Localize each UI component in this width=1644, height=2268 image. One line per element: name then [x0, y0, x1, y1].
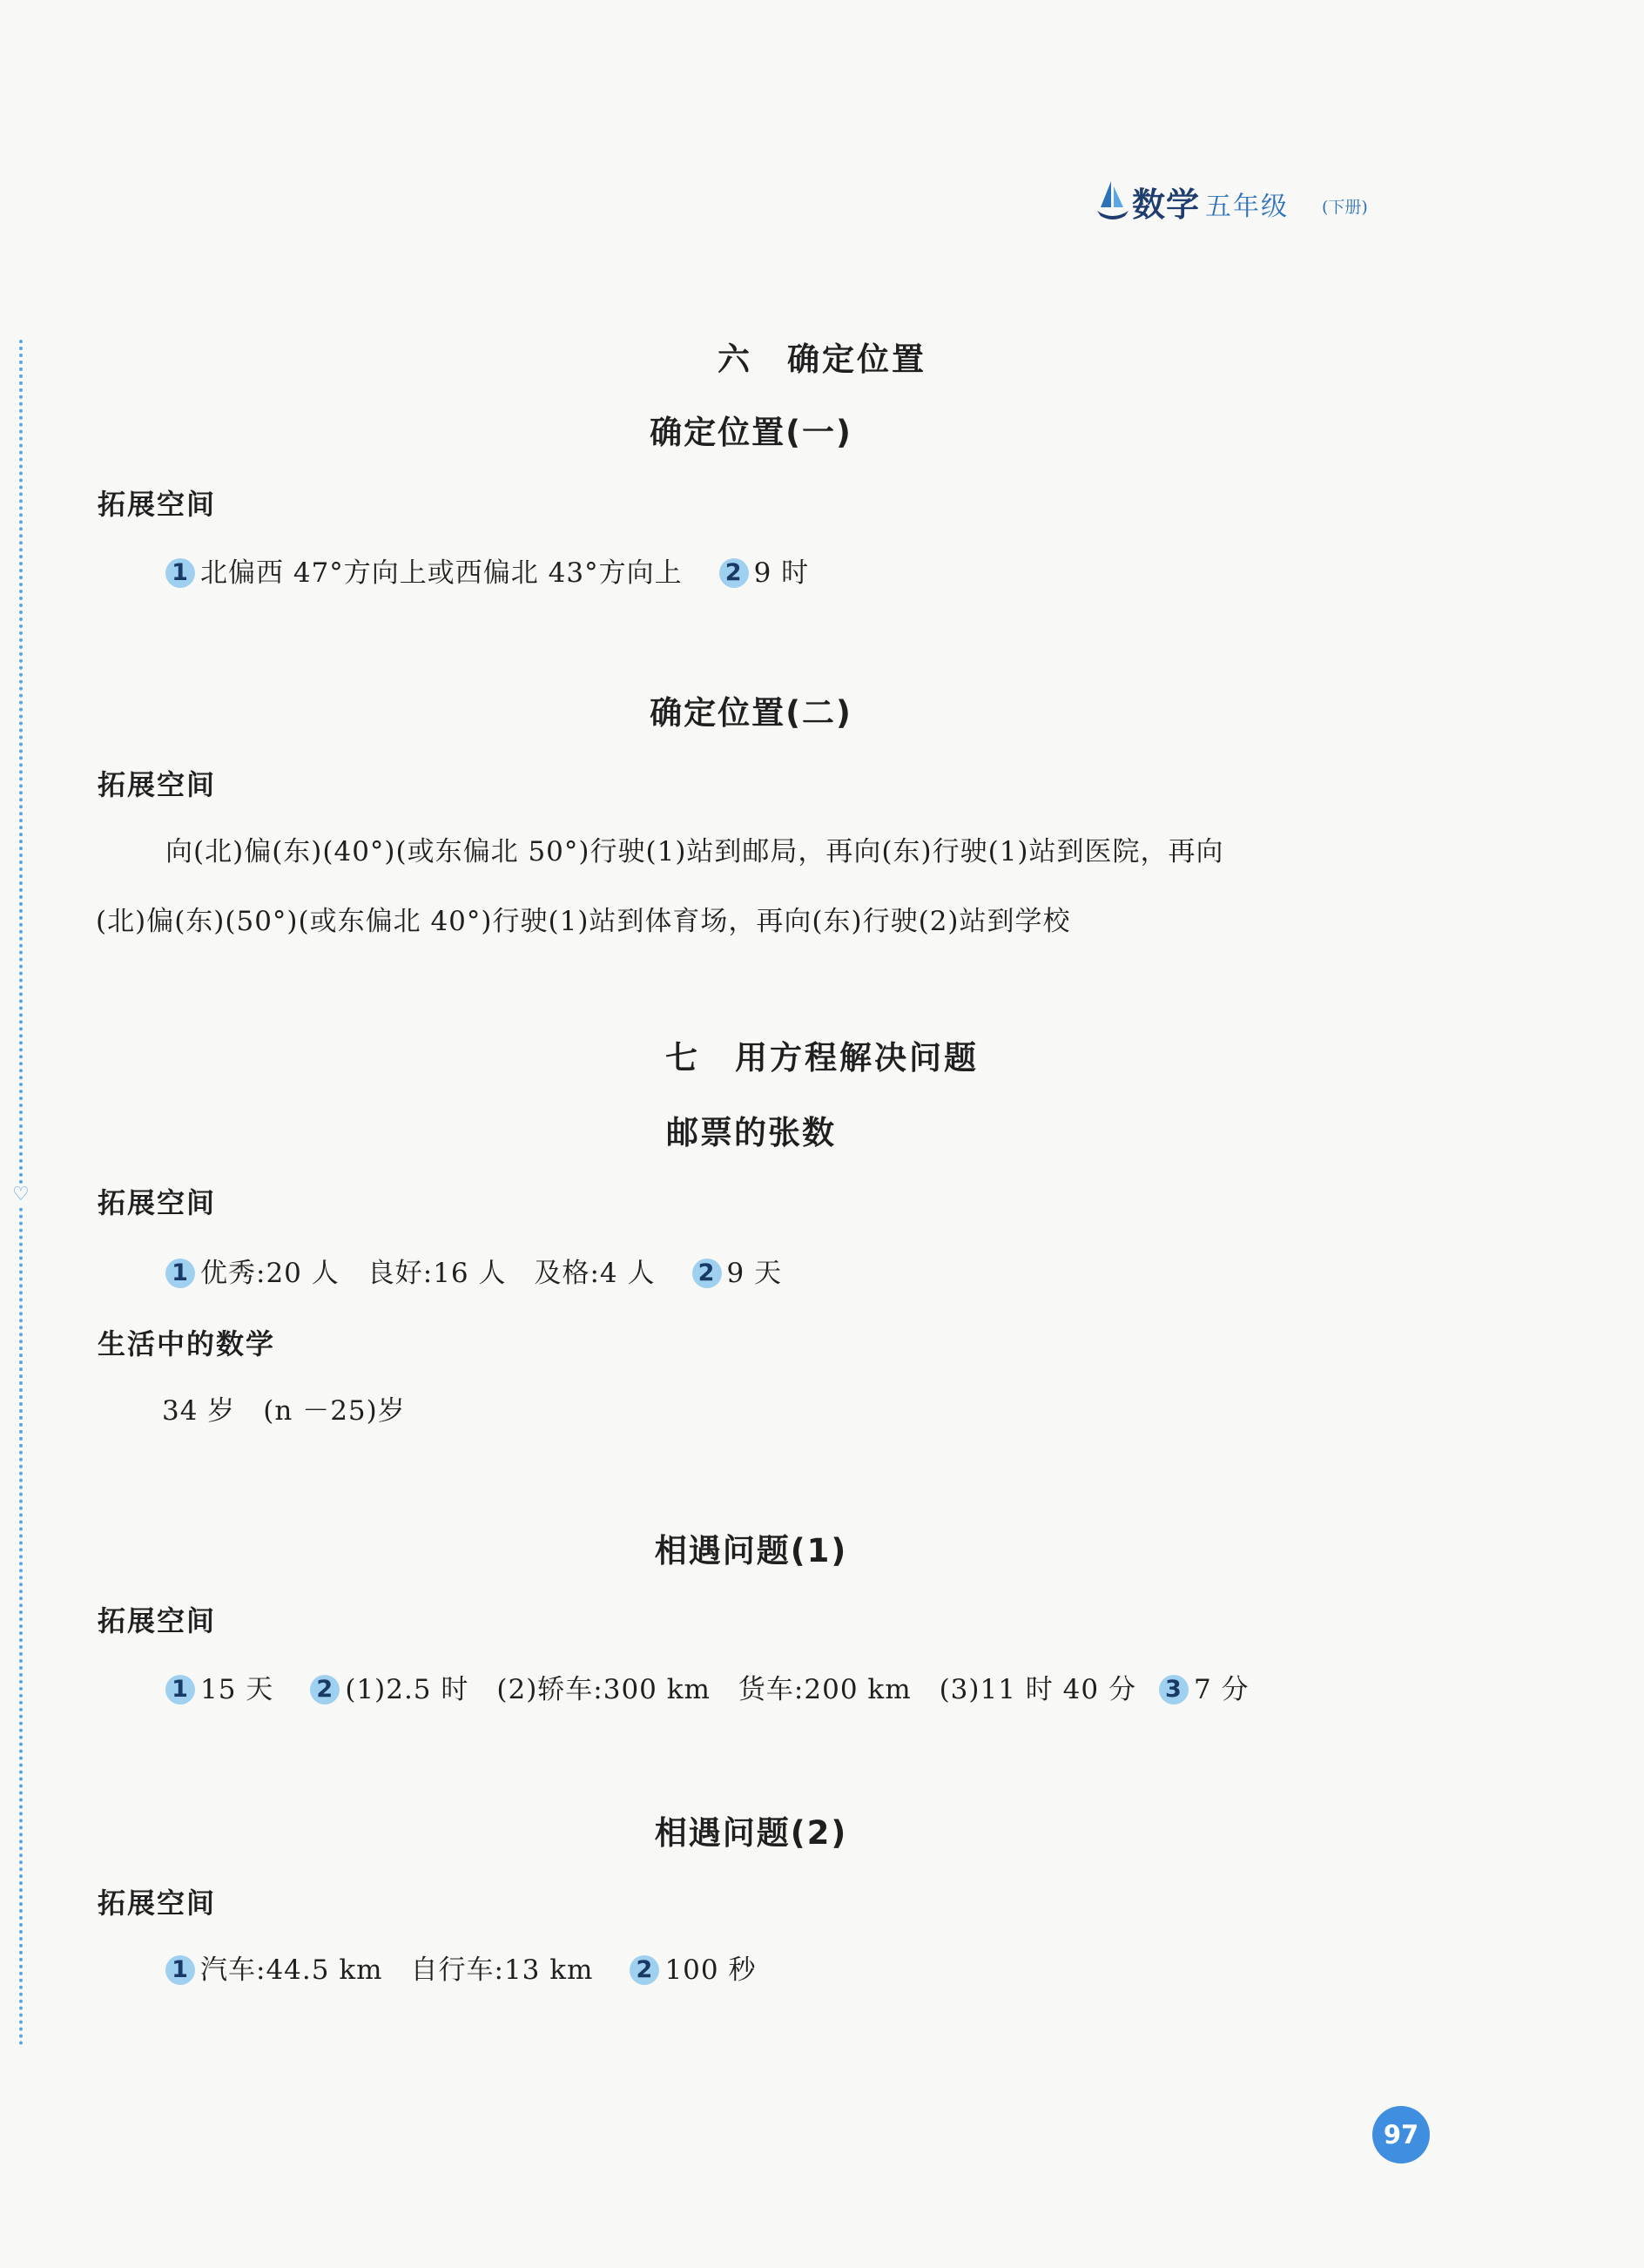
- answer-text: 7 分: [1193, 1674, 1250, 1705]
- answer-number-badge: 3: [1159, 1675, 1189, 1704]
- header-subject: 数学: [1132, 186, 1201, 224]
- answer-number-badge: 1: [165, 1675, 195, 1704]
- answer-text: (1)2.5 时 (2)轿车:300 km 货车:200 km (3)11 时 40 分: [345, 1674, 1136, 1705]
- header-grade: 五年级: [1205, 192, 1289, 222]
- answer-text: 9 时: [753, 557, 810, 589]
- page-number: 97: [1372, 2106, 1430, 2163]
- answer-text: 优秀:20 人 良好:16 人 及格:4 人: [200, 1258, 656, 1289]
- section-title: 相遇问题(1): [654, 1532, 848, 1569]
- sub-heading: 拓展空间: [98, 1186, 217, 1219]
- answer-line: [165, 1667, 1250, 1706]
- answer-number-badge: 2: [630, 1955, 659, 1985]
- answer-number-badge: 2: [692, 1259, 722, 1288]
- header-logo: [1095, 172, 1409, 228]
- chapter-title: 六 确定位置: [718, 341, 926, 378]
- sub-heading: 生活中的数学: [98, 1327, 276, 1360]
- answer-text: 汽车:44.5 km 自行车:13 km: [200, 1954, 594, 1986]
- answer-text: 9 天: [726, 1258, 783, 1289]
- sub-heading: 拓展空间: [98, 768, 217, 801]
- header-volume: (下册): [1322, 198, 1368, 217]
- chapter-title: 七 用方程解决问题: [665, 1039, 979, 1077]
- answer-paragraph-line: (北)偏(东)(50°)(或东偏北 40°)行驶(1)站到体育场，再向(东)行驶(2)站到学校: [96, 906, 1071, 937]
- answer-line: [165, 1251, 782, 1290]
- answer-line: [165, 1947, 756, 1987]
- book-boat-icon: [1095, 178, 1130, 223]
- answer-text: 15 天: [200, 1674, 274, 1705]
- answer-number-badge: 2: [719, 558, 749, 588]
- answer-number-badge: 1: [165, 558, 195, 588]
- answer-paragraph-line: 向(北)偏(东)(40°)(或东偏北 50°)行驶(1)站到邮局，再向(东)行驶(1)站到医院，再向: [165, 836, 1224, 867]
- answer-number-badge: 1: [165, 1259, 195, 1288]
- sub-heading: 拓展空间: [98, 488, 217, 521]
- section-title: 确定位置(二): [650, 694, 852, 732]
- heart-icon: ♡: [12, 1184, 30, 1205]
- sub-heading: 拓展空间: [98, 1887, 217, 1920]
- section-title: 确定位置(一): [650, 414, 852, 451]
- answer-number-badge: 1: [165, 1955, 195, 1985]
- section-title: 邮票的张数: [666, 1114, 836, 1151]
- answer-number-badge: 2: [310, 1675, 340, 1704]
- answer-text: 北偏西 47°方向上或西偏北 43°方向上: [200, 557, 683, 589]
- answer-line: [165, 550, 809, 590]
- spine-decoration: [12, 340, 30, 2064]
- life-math-answer: 34 岁 (n －25)岁: [162, 1395, 406, 1427]
- section-title: 相遇问题(2): [654, 1814, 848, 1852]
- sub-heading: 拓展空间: [98, 1604, 217, 1637]
- answer-text: 100 秒: [664, 1954, 757, 1986]
